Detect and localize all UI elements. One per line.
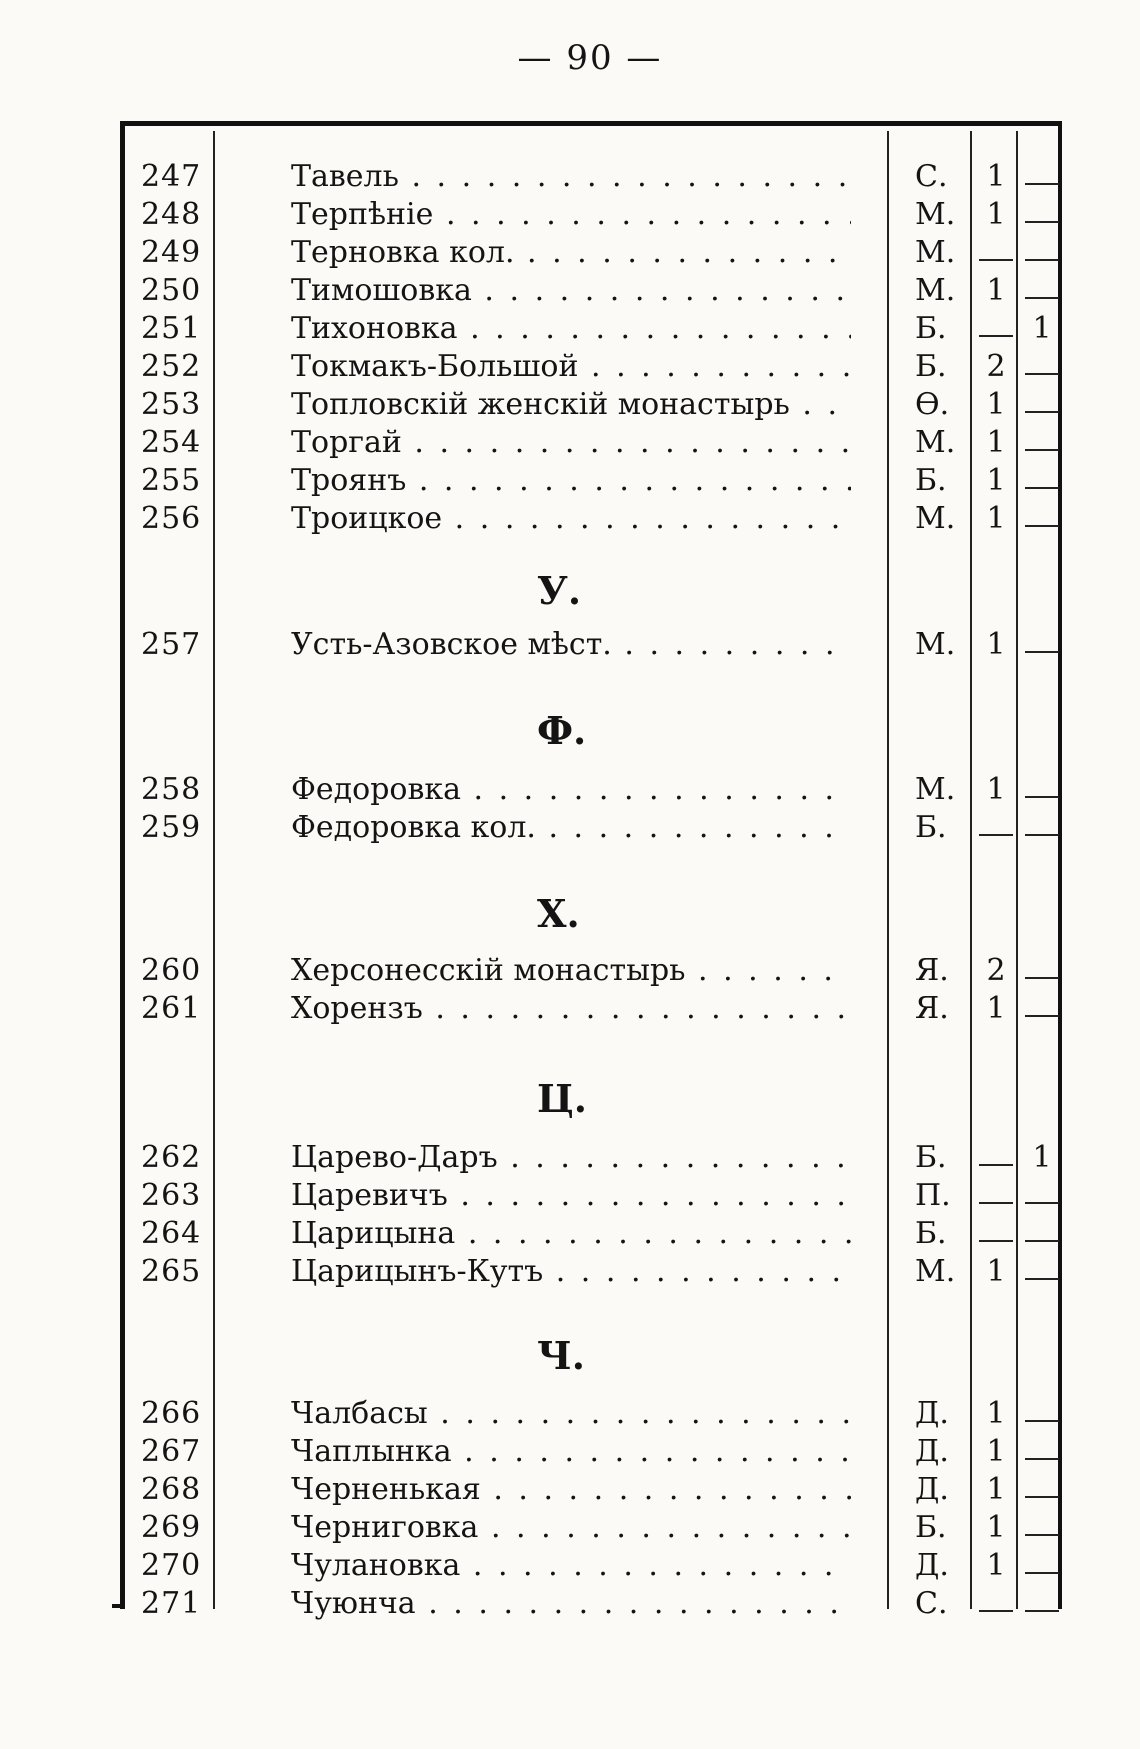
place-name: Торгай . . . — [291, 424, 851, 462]
dash-mark — [1025, 651, 1059, 653]
count-column-2 — [1021, 196, 1063, 234]
count-column-2 — [1021, 1215, 1063, 1253]
entry-number: 250 — [141, 273, 202, 308]
count-column-2 — [1021, 952, 1063, 990]
place-name: Усть-Азовское мѣст. . . . — [291, 626, 851, 664]
district-abbr: Д. — [915, 1472, 949, 1507]
count-column-1 — [975, 809, 1017, 847]
dash-mark — [1025, 411, 1059, 413]
dash-mark — [1025, 297, 1059, 299]
count-column-1: 1 — [986, 627, 1006, 662]
district-abbr: Б. — [915, 311, 947, 346]
district-abbr: Б. — [915, 349, 947, 384]
district-abbr: М. — [915, 425, 956, 460]
count-column-1: 1 — [986, 1396, 1006, 1431]
entry-number: 255 — [141, 463, 202, 498]
table-row — [125, 424, 1058, 462]
dash-mark — [979, 1202, 1013, 1204]
table-row — [125, 990, 1058, 1028]
place-name: Херсонесскій монастырь . . . — [291, 952, 851, 990]
table-row — [125, 952, 1058, 990]
count-column-1: 1 — [986, 1510, 1006, 1545]
count-column-1 — [975, 310, 1017, 348]
section-letter-text: У. — [537, 568, 582, 613]
entry-number: 261 — [141, 991, 202, 1026]
frame-corner-mark — [112, 1604, 125, 1608]
table-row — [125, 1139, 1058, 1177]
table-row — [125, 1253, 1058, 1291]
table-row — [125, 1547, 1058, 1585]
place-name: Токмакъ-Большой . . . — [291, 348, 851, 386]
dash-mark — [979, 259, 1013, 261]
count-column-2 — [1021, 626, 1063, 664]
count-column-1: 1 — [986, 1548, 1006, 1583]
count-column-2 — [1021, 1253, 1063, 1291]
count-column-2 — [1021, 1585, 1063, 1623]
place-name: Тихоновка . . . — [291, 310, 851, 348]
table-row — [125, 348, 1058, 386]
count-column-1: 1 — [986, 772, 1006, 807]
table-row — [125, 1395, 1058, 1433]
count-column-1: 1 — [986, 463, 1006, 498]
district-abbr: М. — [915, 772, 956, 807]
section-letter — [125, 1074, 1058, 1124]
count-column-1 — [975, 234, 1017, 272]
table-row — [125, 462, 1058, 500]
dash-mark — [1025, 1496, 1059, 1498]
table-row — [125, 1215, 1058, 1253]
place-name: Чаплынка . . . — [291, 1433, 851, 1471]
entry-number: 260 — [141, 953, 202, 988]
count-column-1: 1 — [986, 1254, 1006, 1289]
place-name: Чуюнча . . . — [291, 1585, 851, 1623]
count-column-2 — [1021, 1471, 1063, 1509]
section-letter-text: Ч. — [537, 1333, 585, 1378]
count-column-2 — [1021, 1433, 1063, 1471]
section-letter — [125, 566, 1058, 616]
place-name: Чалбасы . . . — [291, 1395, 851, 1433]
dash-mark — [1025, 525, 1059, 527]
dash-mark — [1025, 373, 1059, 375]
district-abbr: М. — [915, 197, 956, 232]
count-column-2 — [1021, 234, 1063, 272]
place-name: Федоровка . . . — [291, 771, 851, 809]
count-column-1 — [975, 1139, 1017, 1177]
count-column-1: 1 — [986, 273, 1006, 308]
section-letter — [125, 706, 1058, 756]
dash-mark — [1025, 221, 1059, 223]
place-name: Черниговка . . . — [291, 1509, 851, 1547]
dash-mark — [1025, 1420, 1059, 1422]
district-abbr: Б. — [915, 1510, 947, 1545]
district-abbr: Д. — [915, 1396, 949, 1431]
count-column-2 — [1021, 1395, 1063, 1433]
entry-number: 248 — [141, 197, 202, 232]
count-column-1 — [975, 1585, 1017, 1623]
entry-number: 266 — [141, 1396, 202, 1431]
table-row — [125, 1433, 1058, 1471]
district-abbr: М. — [915, 1254, 956, 1289]
place-name: Чулановка . . . — [291, 1547, 851, 1585]
district-abbr: П. — [915, 1178, 951, 1213]
district-abbr: Д. — [915, 1548, 949, 1583]
dash-mark — [1025, 977, 1059, 979]
entry-number: 257 — [141, 627, 202, 662]
dash-mark — [1025, 1278, 1059, 1280]
district-abbr: Б. — [915, 810, 947, 845]
dash-mark — [1025, 449, 1059, 451]
count-column-2 — [1021, 1177, 1063, 1215]
table-row — [125, 196, 1058, 234]
dash-mark — [979, 1610, 1013, 1612]
entry-number: 262 — [141, 1140, 202, 1175]
dash-mark — [1025, 1458, 1059, 1460]
place-name: Троицкое . . . — [291, 500, 851, 538]
district-abbr: Б. — [915, 1216, 947, 1251]
place-name: Хорензъ . . . — [291, 990, 851, 1028]
table-row — [125, 626, 1058, 664]
count-column-1: 1 — [986, 387, 1006, 422]
district-abbr: С. — [915, 159, 948, 194]
count-column-2 — [1021, 1509, 1063, 1547]
place-name: Черненькая . . . — [291, 1471, 851, 1509]
count-column-2 — [1021, 1547, 1063, 1585]
section-letter — [125, 1331, 1058, 1381]
count-column-1: 1 — [986, 1434, 1006, 1469]
dash-mark — [979, 335, 1013, 337]
count-column-1: 1 — [986, 159, 1006, 194]
index-table — [120, 121, 1062, 1621]
district-abbr: М. — [915, 501, 956, 536]
entry-number: 259 — [141, 810, 202, 845]
place-name: Царицына . . . — [291, 1215, 851, 1253]
place-name: Троянъ . . . — [291, 462, 851, 500]
table-row — [125, 234, 1058, 272]
dash-mark — [1025, 834, 1059, 836]
table-row — [125, 1471, 1058, 1509]
district-abbr: С. — [915, 1586, 948, 1621]
entry-number: 267 — [141, 1434, 202, 1469]
table-row — [125, 500, 1058, 538]
place-name: Тимошовка . . . — [291, 272, 851, 310]
table-row — [125, 310, 1058, 348]
dash-mark — [1025, 487, 1059, 489]
count-column-1: 1 — [986, 425, 1006, 460]
dash-mark — [1025, 1202, 1059, 1204]
count-column-2 — [1021, 158, 1063, 196]
place-name: Федоровка кол. . . . — [291, 809, 851, 847]
entry-number: 252 — [141, 349, 202, 384]
count-column-1: 2 — [986, 349, 1006, 384]
table-row — [125, 1177, 1058, 1215]
count-column-2 — [1021, 771, 1063, 809]
dash-mark — [1025, 1610, 1059, 1612]
count-column-2 — [1021, 462, 1063, 500]
count-column-1: 1 — [986, 197, 1006, 232]
place-name: Терновка кол. . . . — [291, 234, 851, 272]
district-abbr: М. — [915, 273, 956, 308]
table-row — [125, 771, 1058, 809]
section-letter-text: Ф. — [537, 708, 587, 753]
place-name: Терпѣніе . . . — [291, 196, 851, 234]
table-row — [125, 809, 1058, 847]
count-column-2: 1 — [1032, 1140, 1052, 1175]
count-column-1: 1 — [986, 501, 1006, 536]
table-row — [125, 386, 1058, 424]
dash-mark — [1025, 1572, 1059, 1574]
dash-mark — [1025, 1015, 1059, 1017]
dash-mark — [979, 834, 1013, 836]
place-name: Топловскій женскій монастырь . . . — [291, 386, 851, 424]
dash-mark — [1025, 796, 1059, 798]
table-row — [125, 272, 1058, 310]
dash-mark — [979, 1164, 1013, 1166]
entry-number: 247 — [141, 159, 202, 194]
dash-mark — [1025, 1534, 1059, 1536]
entry-number: 264 — [141, 1216, 202, 1251]
district-abbr: Б. — [915, 463, 947, 498]
table-body — [125, 126, 1058, 1621]
table-row — [125, 158, 1058, 196]
entry-number: 249 — [141, 235, 202, 270]
district-abbr: Я. — [915, 991, 949, 1026]
entry-number: 271 — [141, 1586, 202, 1621]
district-abbr: М. — [915, 235, 956, 270]
dash-mark — [1025, 183, 1059, 185]
dash-mark — [1025, 259, 1059, 261]
entry-number: 263 — [141, 1178, 202, 1213]
count-column-2 — [1021, 348, 1063, 386]
section-letter-text: Ц. — [537, 1076, 587, 1121]
district-abbr: Ѳ. — [915, 387, 950, 422]
section-letter — [125, 889, 1058, 939]
entry-number: 270 — [141, 1548, 202, 1583]
page-number: — 90 — — [517, 38, 663, 78]
count-column-1: 1 — [986, 991, 1006, 1026]
count-column-2 — [1021, 990, 1063, 1028]
place-name: Царицынъ-Кутъ . . . — [291, 1253, 851, 1291]
count-column-1: 2 — [986, 953, 1006, 988]
count-column-1: 1 — [986, 1472, 1006, 1507]
dash-mark — [979, 1240, 1013, 1242]
district-abbr: М. — [915, 627, 956, 662]
entry-number: 258 — [141, 772, 202, 807]
count-column-2 — [1021, 809, 1063, 847]
entry-number: 251 — [141, 311, 202, 346]
place-name: Царево-Даръ . . . — [291, 1139, 851, 1177]
district-abbr: Б. — [915, 1140, 947, 1175]
entry-number: 265 — [141, 1254, 202, 1289]
table-row — [125, 1585, 1058, 1623]
entry-number: 269 — [141, 1510, 202, 1545]
district-abbr: Д. — [915, 1434, 949, 1469]
count-column-2 — [1021, 272, 1063, 310]
entry-number: 253 — [141, 387, 202, 422]
count-column-1 — [975, 1215, 1017, 1253]
table-row — [125, 1509, 1058, 1547]
entry-number: 256 — [141, 501, 202, 536]
count-column-2 — [1021, 500, 1063, 538]
entry-number: 254 — [141, 425, 202, 460]
count-column-2 — [1021, 424, 1063, 462]
count-column-2: 1 — [1032, 311, 1052, 346]
district-abbr: Я. — [915, 953, 949, 988]
count-column-2 — [1021, 386, 1063, 424]
entry-number: 268 — [141, 1472, 202, 1507]
place-name: Царевичъ . . . — [291, 1177, 851, 1215]
dash-mark — [1025, 1240, 1059, 1242]
place-name: Тавель . . . — [291, 158, 851, 196]
count-column-1 — [975, 1177, 1017, 1215]
section-letter-text: Х. — [537, 891, 580, 936]
